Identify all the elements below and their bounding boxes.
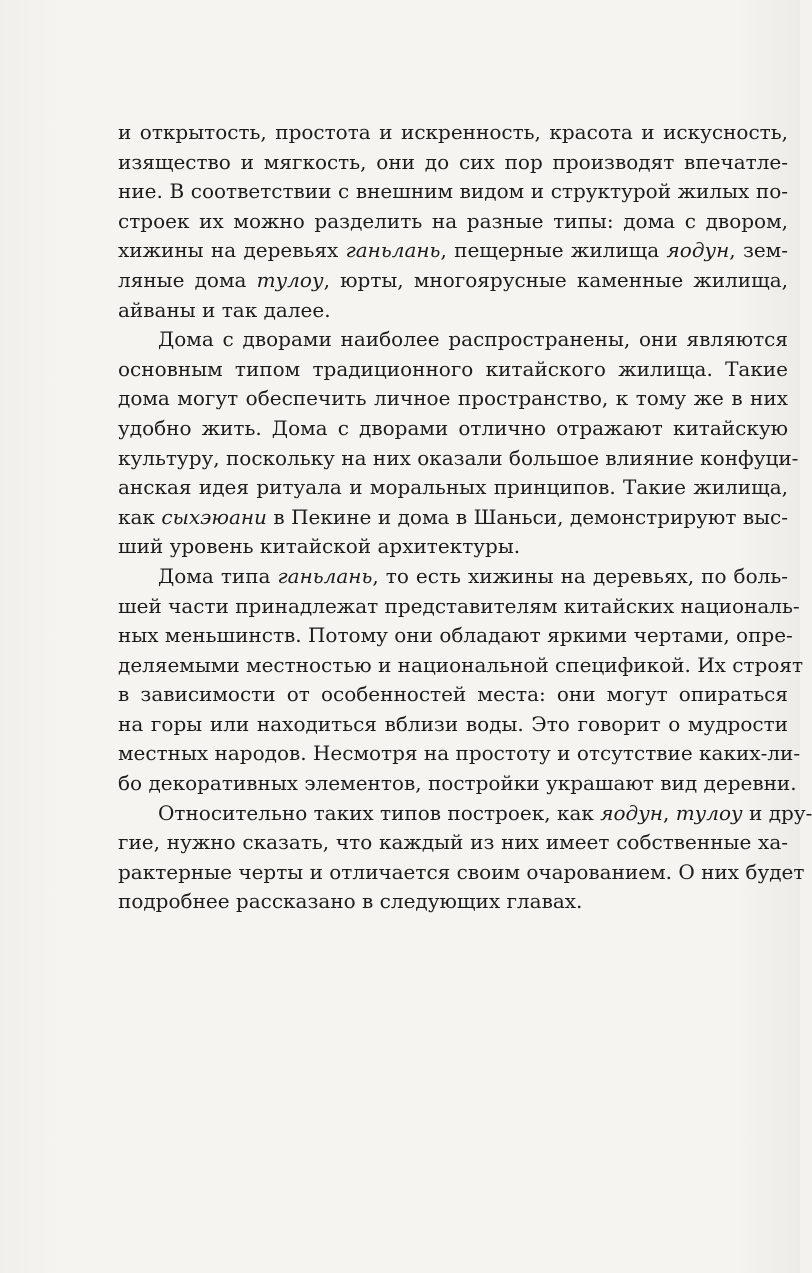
text-line <box>118 532 788 562</box>
text-line <box>118 562 788 592</box>
text-line <box>118 296 788 326</box>
text-run: хижины на деревьях <box>118 238 346 263</box>
text-run: ных меньшинств. Потому они обладают яркими чертами, опре- <box>118 623 793 648</box>
text-line <box>118 592 800 622</box>
paragraph <box>118 325 799 562</box>
text-run: изящество и мягкость, они до сих пор производят впечатле- <box>118 149 788 174</box>
text-line <box>118 207 788 237</box>
text-line <box>118 384 788 414</box>
text-line <box>118 739 801 769</box>
text-run: ние. В соответствии с внешним видом и структурой жилых по- <box>118 179 788 204</box>
paragraph <box>118 118 788 325</box>
text-run: культуру, поскольку на них оказали большое влияние конфуци- <box>118 445 799 470</box>
text-run: и дру- <box>742 800 812 825</box>
text-run: деляемыми местностью и национальной спецификой. Их строят <box>118 652 804 677</box>
text-line <box>118 799 812 829</box>
text-line <box>118 473 788 503</box>
paragraph <box>118 562 804 799</box>
text-line <box>118 236 788 266</box>
text-run: удобно жить. Дома с дворами отлично отражают китайскую <box>118 415 788 440</box>
text-run: шей части принадлежат представителям китайских националь- <box>118 593 800 618</box>
italic-term: тулоу <box>675 800 743 825</box>
text-run: Дома с дворами наиболее распространены, они являются <box>158 327 788 352</box>
italic-term: яодун <box>600 800 663 825</box>
text-line <box>118 444 799 474</box>
text-run: , пещерные жилища <box>440 238 667 263</box>
text-line <box>118 148 788 178</box>
text-run: Относительно таких типов построек, как <box>158 800 601 825</box>
text-run: , то есть хижины на деревьях, по боль- <box>372 563 788 588</box>
text-line <box>118 266 788 296</box>
text-run: рактерные черты и отличается своим очарованием. О них будет <box>118 859 805 884</box>
text-run: , юрты, многоярусные каменные жилища, <box>323 267 788 292</box>
text-line <box>118 325 788 355</box>
text-line <box>118 651 804 681</box>
text-run: основным типом традиционного китайского жилища. Такие <box>118 356 788 381</box>
text-line <box>118 680 788 710</box>
text-run: анская идея ритуала и моральных принципов. Такие жилища, <box>118 475 788 500</box>
text-line <box>118 828 788 858</box>
text-run: Дома типа <box>158 563 278 588</box>
text-run: и открытость, простота и искренность, красота и искусность, <box>118 120 788 144</box>
text-line <box>118 621 793 651</box>
text-run: местных народов. Несмотря на простоту и отсутствие каких-ли- <box>118 741 801 766</box>
body-text <box>118 118 812 917</box>
text-run: на горы или находиться вблизи воды. Это говорит о мудрости <box>118 711 788 736</box>
paragraph <box>118 799 812 917</box>
text-run: подробнее рассказано в следующих главах. <box>118 889 583 914</box>
text-run: ляные дома <box>118 267 257 292</box>
text-run: бо декоративных элементов, постройки украшают вид деревни. <box>118 771 797 796</box>
italic-term: сыхэюани <box>161 504 267 529</box>
text-line <box>118 118 788 148</box>
text-run: дома могут обеспечить личное пространство, к тому же в них <box>118 386 788 411</box>
text-run: ший уровень китайской архитектуры. <box>118 534 521 559</box>
text-run: как <box>118 504 162 529</box>
text-run: , <box>662 800 676 825</box>
text-run: в зависимости от особенностей места: они могут опираться <box>118 682 788 707</box>
text-line <box>118 769 797 799</box>
italic-term: яодун <box>666 238 730 263</box>
italic-term: ганьлань <box>277 563 373 588</box>
text-run: строек их можно разделить на разные типы: дома с двором, <box>118 208 788 233</box>
text-line <box>118 177 788 207</box>
text-run: айваны и так далее. <box>118 297 331 322</box>
italic-term: ганьлань <box>345 238 441 263</box>
text-run: , зем- <box>729 238 788 263</box>
text-line <box>118 858 805 888</box>
text-run: гие, нужно сказать, что каждый из них имеет собственные ха- <box>118 830 788 855</box>
text-line <box>118 414 788 444</box>
text-line <box>118 710 788 740</box>
text-line <box>118 887 788 917</box>
text-run: в Пекине и дома в Шаньси, демонстрируют выс- <box>266 504 788 529</box>
italic-term: тулоу <box>256 267 324 292</box>
text-line <box>118 503 788 533</box>
text-line <box>118 355 788 385</box>
